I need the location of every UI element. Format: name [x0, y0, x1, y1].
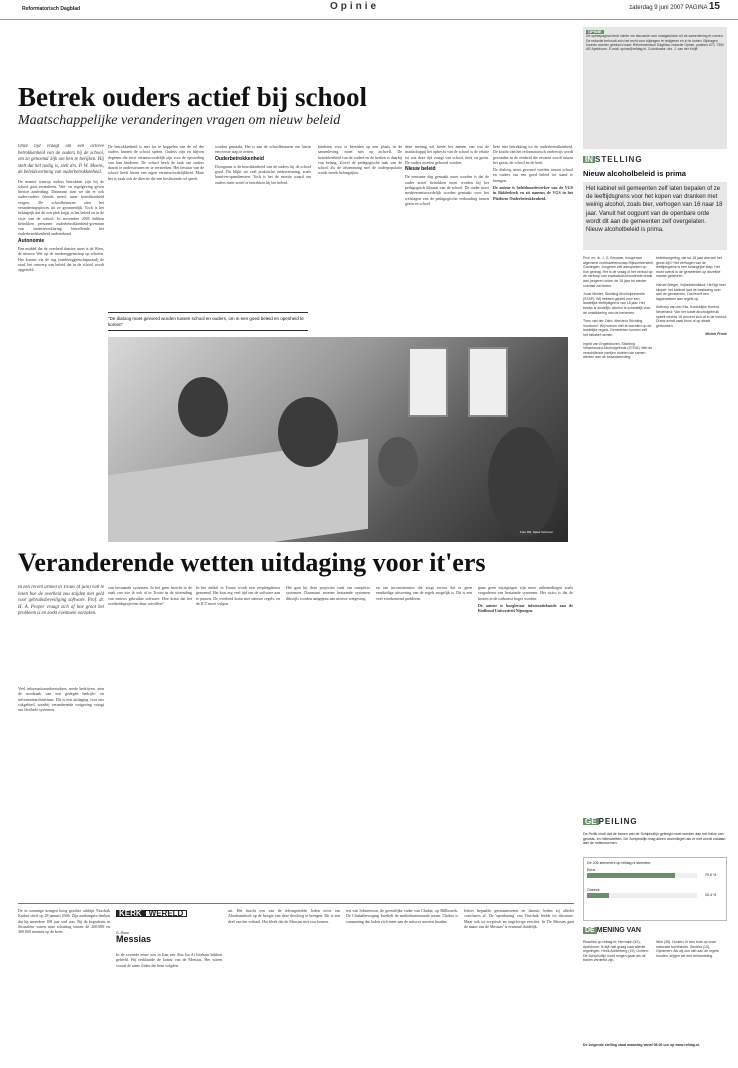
main-subheadline: Maatschappelijke veranderingen vragen om nieuw beleid [18, 113, 341, 128]
article-paragraph: van bestaande systemen. In het geen inzicht in de zaak van wie ik ook al in Trouw in de uitzending van nieuws gebruikte software. Hoe komt dat het overheidsprojecten duur uitvallen? [108, 585, 192, 606]
photo-credit: Foto RD, Sjaak Verboom [520, 530, 554, 534]
instelling-in: IN [585, 155, 593, 164]
section-title: Opinie [330, 1, 380, 12]
article-paragraph: Het gaat bij deze projecten vaak om complexe systemen. Daarnaast moeten bestaande systemen dikwijls worden aangepast aan nieuwe wetgeving. [286, 585, 370, 601]
stelling-reactions-left [583, 256, 653, 811]
article-paragraph: uit. Het bracht een van de teleurgestelde Joden ertoe om Abrahamitisch op de hoogte van deze theoloog te brengen. Dit is een deel van het verhaal. Het bleek dat de Messias niet zou komen. [228, 908, 340, 924]
peiling-ge: GE [585, 817, 597, 826]
meningvan-rest: MENING VAN [596, 927, 641, 934]
reaction-paragraph: beleidsregeling, dat tot 18 jaar dan wel het geval zijn? Het verhogen van de leeftijdsgrens is een belangrijke stap. Het moet overal in de gemeenten op dezelfde manier gebeuren. [656, 256, 722, 279]
date-text: zaterdag 9 juni 2007 [629, 5, 684, 11]
article-paragraph: hebt niet betrekking tot de ouderbetrokkenheid. De kracht van het reformatorisch onderwijs wordt gevonden in de eenheid die ervaren wordt tussen het gezin, de school en de kerk. [493, 144, 573, 165]
second-column-3 [196, 585, 280, 895]
stelling-reactions-right [656, 256, 727, 811]
meningvan-right [656, 940, 727, 1040]
second-lead: In een recent artikel in Trouw (4 juni) valt te lezen hoe de overheid zou snijden met geld voor gebruiksbeveiliging software. Prof. dr. H. A. Proper vraagt zich af hoe groot het probleem is en zoekt eventuele oorzaken. [18, 585, 104, 616]
poll-track [587, 873, 697, 878]
kerk-column-1 [116, 952, 222, 1058]
poll-label: Oneens [587, 888, 600, 893]
page-label: PAGINA [685, 5, 708, 11]
article-paragraph: worden gemaakt. Het is aan de schoolbesturen om hierin een eerste stap te zetten. [215, 144, 311, 155]
opinie-tag: OPINIE [588, 29, 602, 34]
student-silhouette [178, 377, 228, 437]
second-column-4 [286, 585, 370, 895]
section-divider [18, 903, 574, 904]
article-paragraph: Een middel dat de overheid daartoe inzet is de Wms, de nieuwe Wet op de medezeggenschap op scholen. Het komen via de rug (medezeggenschapsraad) de raad, het ontwerp van beleid dat in de school wordt opgesteld. [18, 246, 104, 273]
article-paragraph: deze mening wil brede het nemen van wat de maatschappij het ophecht van de school is de relatie tot wat deze tijd vraagt van school, kerk en gezin. De ouders moeten gehoord worden. [405, 144, 489, 165]
stelling-title: Nieuw alcoholbeleid is prima [583, 169, 686, 178]
article-paragraph: letters bepaalde geestaanwezen en daaruit leiden zij allerlei conclusies af. De 'openbaring' van Yitzchak leidde tot discussie. Maar ook tot sceptisch en ongelovige reacties. In 'De Messias gaat de naam van de Messias' is eenmaal duidelijk. [464, 908, 574, 929]
kerk-column-2 [228, 908, 340, 1058]
page-date [629, 1, 720, 12]
meningvan-footer: De volgende stelling staat maandag vanaf 08.00 uur op www.refdag.nl. [583, 1043, 700, 1047]
article-column-3 [215, 144, 311, 309]
wereld-label: WERELD [145, 910, 188, 917]
second-column-2 [108, 585, 192, 895]
article-column-4 [318, 144, 402, 334]
poll-row [587, 868, 723, 886]
second-column-1 [18, 585, 104, 675]
poll-results [583, 857, 727, 921]
reaction-paragraph: Harold Wiegel, Vrijheidsinstituut: Het ligt heel simpel: het kabinet laat de beslissing over aan de gemeenten. Dat levert een lappendeken aan regels op. [656, 282, 726, 301]
article-paragraph: De in sommige kringen hoog geachte rabbijn Yitzchak Kaduri stierf op 28 januari 2006. Zijn aanhangers denken dat hij meerdere 108 jaar oud was. Bij de begrafenis in Jeruzalem waren naar schatting tussen de 200.000 en 300.000 mensen op de been. [18, 908, 110, 935]
reaction-paragraph: Joost Mulder, Stichting Alcoholpreventie (STAP): Wij hebben gepleit voor een landelijke leeftijdsgrens van 18 jaar. Het bewijs is duidelijk: alcohol is schadelijk voor de ontwikkeling van de hersenen. [583, 292, 651, 315]
article-paragraph: De betrokkenheid is niet los te koppelen van de rol die ouders binnen de school spelen. Ouders zijn en blijven degenen die eerst verantwoordelijk zijn voor de opvoeding van hun kinderen. De school heeft de taak om ouders daarin te ondersteunen en te versterken. Het bestuur van de school heeft hierin een eigen verantwoordelijkheid. Maar het is vaak ook de directie die een beslissende rol speelt. [108, 144, 204, 181]
article-paragraph: ten van Schneerson, de geestelijke vader van Chabat, op Billboards. De Chabatbeweging kwebelt de multidimensionale naam. Chabat is vanmening dat Joden zich meer aan de mitsvot moeten houden. [346, 908, 458, 924]
peiling-header [583, 818, 727, 825]
author-note: De auteur is hoogleraar informatiekunde aan de Radboud Universiteit Nijmegen. [478, 602, 573, 614]
instelling-header [583, 156, 727, 168]
kerk-column-0 [18, 908, 110, 1058]
article-paragraph: In het artikel in Trouw wordt een verpleegdienst genoemd. Het kost erg veel tijd om de software aan te passen. De overheid komt met nieuwe regels, en de ICT moet volgen. [196, 585, 280, 606]
article-column-5 [405, 144, 489, 334]
peiling-text: De Peilik vindt dat de banen van de Schiphollijn geleegd moet worden aan het halve van geluids- en milieuwetten. De Schiphollijn mag alleen doorvliegen als er niet wordt voldaan aan de milieunormen. [583, 832, 726, 846]
student-silhouette [278, 397, 338, 467]
second-column-5 [376, 585, 472, 895]
article-lead: Onze tijd vraagt om een actieve betrokkenheid van de ouders bij de school, om zo genoemd 3ijk om hen te berijken. Hij stelt dat het nodig is, stelt drs. P. W. Moens, de beleidsvorming van ouderbetrokkenheid. [18, 144, 104, 175]
poll-row [587, 888, 723, 906]
kerk-headline: Messias [116, 934, 152, 944]
opinie-info-text: De opiniepagina biedt ruimte om discussie over vraagstukken uit de samenleving te voeren. De redactie behoudt zich het recht voor bijdragen te redigeren en in te korten. Bijdragen kunnen worden gestuurd naar: Reformatorisch Dagblad, redactie Opinie, postbus 670, 7300 AR Apeldoorn. E-mail: opinie@refdag.nl. Coördinator: drs. J. van der Knijff. [586, 34, 724, 52]
classroom-photo [108, 337, 568, 542]
article-paragraph: gaan geen wijzigingen zijn meer uitbestedingen zoals vergaderen van bestaande systemen. Het risico is dat de kosten in de toekomst hoger worden. [478, 585, 573, 601]
reaction-paragraph: Prof. mr. dr. J. G. Brouwer, hoogleraar algemene rechtswetenschap Rijksuniversiteit Groningen: Jongeren zelf aanspreken op hun gedrag. Het is de vraag of het verbod op de verkoop van zwakalcoholhoudende drank aan jongeren onder de 18 jaar tot minder overlast zal leiden. [583, 256, 653, 288]
kerk-label: KERK [116, 910, 145, 917]
article-column-2 [108, 144, 204, 309]
poll-fill [587, 873, 675, 878]
student-silhouette [488, 427, 558, 537]
publication-name: Reformatorisch Dagblad [22, 6, 81, 12]
intertitle: Autonomie [18, 237, 45, 244]
author-note: De auteur is beleidsmedewerker van de VGS in Ridderkerk en zit namens de VGS in het Platform Ouderbetrokkenheid. [493, 185, 573, 201]
reaction-paragraph: Anthony van der Klis, Koninklijke Horeca Nederland: Van het totale alcoholgebruik speelt slechts 16 procent zich af in de horeca. Drank wordt vaak thuis of op straat gedronken. [656, 305, 727, 328]
window-shape [408, 347, 448, 417]
page-header [0, 0, 738, 20]
opinie-info-box [583, 27, 727, 149]
meningvan-text: Reacties op refdag.nl: Hermann (52), Apeldoorn: Ik kijk niet graag naar allerlei regelingen. Henk Achterberg (19), Ochten: De Schiphollijn moet mogen gaan als de banen verdeeld zijn. [583, 940, 649, 963]
poll-percent: 79,6 % [705, 873, 717, 878]
article-paragraph: Doorgaans is de betrokkenheid van de ouders bij de school goed. Dit blijkt uit veel praktische ondersteuning, zoals hand-en-spandiensten. Toch is het de moeite waard om ouders meer actief te betrekken bij het beleid. [215, 163, 311, 185]
pull-quote: "De dialoog moet gevoerd worden tussen school en ouders, om in een goed beleid en openheid te komen" [108, 312, 308, 331]
instelling-rest: STELLING [595, 155, 643, 164]
reaction-paragraph: Ingrid van Engelshoven, Stichting Verantwoord Alcoholgebruik (STIVA): Met de verschillende partijen moeten we samen werken aan de bewustwording. [583, 341, 653, 360]
poll-intro: De 205 stemmers op refdag.nl stemden: [587, 861, 652, 865]
article-column-6 [493, 144, 573, 334]
kerk-column-3 [346, 908, 458, 1058]
meningvan-de: DE [585, 927, 595, 934]
meningvan-text: Wim (38), Houten: Ik ben trots op onze nationale luchthaven. Senitha (19), Ophemert: Als wij ons niet aan de regels houden, krijgen we een behandeling. [656, 940, 719, 958]
article-column-1 [18, 144, 104, 544]
poll-label: Eens [587, 868, 596, 873]
student-silhouette [378, 437, 418, 487]
article-paragraph: kinderen voor te bereiden op een plaats in de samenleving, moet niet op zichzelf. De betrokkenheid van de ouders en de kerken is daarbij van belang. Zowel de pedagogische taak van de school als de afstemming met de ouderpopulatie wordt steeds belangrijker. [318, 144, 402, 176]
poll-percent: 20,4 % [705, 893, 717, 898]
page-number: 15 [708, 1, 720, 12]
second-headline: Veranderende wetten uitdaging voor it'ers [18, 548, 486, 577]
meningvan-header [583, 927, 727, 934]
intertitle: Ouderbetrokkenheid [215, 155, 264, 162]
second-column-6 [478, 585, 573, 895]
stelling-author: Michel Pronk [705, 332, 727, 337]
intertitle: Nieuw beleid [405, 166, 436, 173]
second-column-1b [18, 686, 104, 896]
window-shape [468, 347, 508, 417]
kerk-en-wereld-logo [116, 910, 222, 930]
peiling-rest: PEILING [598, 817, 638, 826]
article-paragraph: In de zevende eeuw zou in Iran een Abu Isa Al Isfahani hebben geleefd. Hij verklaarde de komst van de Messias. Het waren vooral de arme Joden die hem volgden. [116, 952, 222, 968]
main-headline: Betrek ouders actief bij school [18, 82, 367, 112]
meningvan-left [583, 940, 653, 1040]
article-paragraph: Veel informaticaonderzoekers, mede bedrijven, zien de noodzaak van een gedegen bedrijfs- en informatiearchitectuur. Dit is een uitdaging voor ons vakgebied, waarbij veranderende wetgeving vraagt om flexibele systemen. [18, 686, 104, 713]
poll-fill [587, 893, 609, 898]
kerk-column-4 [464, 908, 574, 1058]
poll-track [587, 893, 697, 898]
article-paragraph: De dialoog moet gevoerd worden tussen school en ouders om een goed beleid tot stand te brengen. [493, 167, 573, 183]
kerk-author: G. Roos [116, 931, 129, 935]
stelling-text: Het kabinet wil gemeenten zelf laten bepalen of ze de leeftijdsgrens voor het kopen van dranken met weinig alcohol, zoals bier, verhogen van 16 naar 18 jaar. Vanuit het oogpunt van de openbare orde wordt dit aan de gemeenten zelf overgelaten. Nieuw alcoholbeleid is prima. [583, 182, 727, 250]
article-paragraph: De eenzame dag gemaakt moet worden is dat de ouder actief betrokken moet worden bij het pedagogisch klimaat van de school. De ouder moet medeverantwoordelijk worden gemaakt voor het welslagen van de pedagogische verhouding tussen gezin en school. [405, 174, 489, 206]
reaction-paragraph: Theo van der Zalm, directeur Stichting Voorkom!: Wij hoeven niet te wachten op de landelijke regels. Gemeenten kunnen zelf het initiatief nemen. [583, 319, 652, 337]
article-paragraph: De manier waarop ouders betrokken zijn bij de school gaat veranderen. Wet- en regelgeving geven hiertoe aanleiding. Daarnaast zien we dat er ook ouder-ouders (steeds meer) meer betrokkenheid vragen. De schoolbesturen zien het veranderingsproces tot ze gezamenlijk. Toch is het belangrijk dat dit een plek krijgt in het beleid en in de visie van de school. In november 2005 hebben betrokken personen ouderbetrokkenheid-gremium van intentieverklaring betreffende het ouderbetrokkenheid ondertekend. [18, 178, 104, 237]
article-paragraph: en om inconsistenties die zorgt ervoor dat er geen eenduidige uitvoering van de regels mogelijk is. Dit is een veel voorkomend probleem. [376, 585, 472, 601]
